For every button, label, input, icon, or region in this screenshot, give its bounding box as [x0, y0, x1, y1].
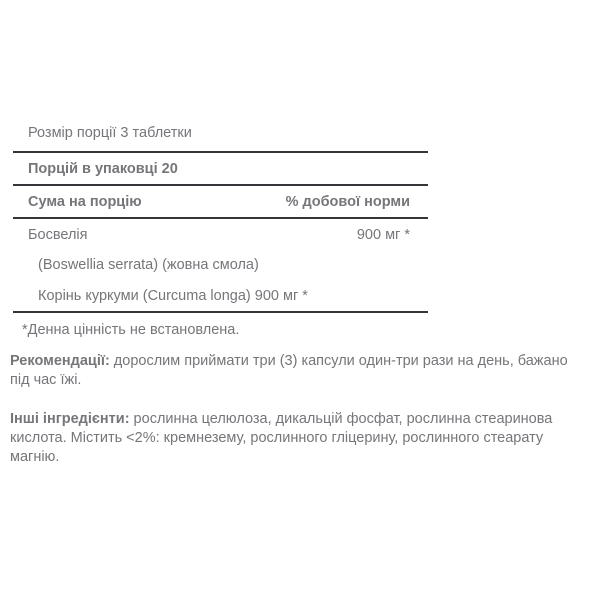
- servings-per-container-text: Порцій в упаковці 20: [28, 160, 178, 177]
- recommendations-text: дорослим приймати три (3) капсули один-три рази на день, бажано під час їжі.: [10, 353, 568, 388]
- daily-value-footnote: [13, 313, 428, 338]
- recommendations-label: Рекомендації:: [10, 353, 110, 369]
- amount-per-serving-header: Сума на порцію: [28, 193, 142, 210]
- ingredient-name: (Boswellia serrata) (жовна смола): [38, 257, 259, 273]
- other-ingredients-paragraph: [10, 410, 589, 467]
- footnote-text: *Денна цінність не встановлена.: [22, 322, 240, 338]
- ingredient-name: Босвелія: [28, 226, 88, 243]
- other-ingredients-label: Інші інгредієнти:: [10, 411, 130, 427]
- table-row: [13, 250, 428, 280]
- table-header-row: [13, 186, 428, 217]
- table-row: [13, 219, 428, 250]
- ingredient-amount: 900 мг *: [356, 226, 410, 243]
- daily-value-header: % добової норми: [285, 193, 410, 210]
- serving-size-text: Розмір порції 3 таблетки: [28, 124, 192, 141]
- serving-size-row: [13, 114, 428, 151]
- table-row: [13, 280, 428, 311]
- other-ingredients-text: рослинна целюлоза, дикальцій фосфат, рослинна стеаринова кислота. Містить <2%: кремнезему, рослинного гліцерину, рослинного стеарату магнію.: [10, 411, 553, 465]
- ingredient-name: Корінь куркуми (Curcuma longa) 900 мг *: [38, 287, 308, 304]
- supplement-facts-table: [13, 114, 428, 338]
- servings-per-container-row: [13, 153, 428, 184]
- recommendations-paragraph: [10, 352, 589, 390]
